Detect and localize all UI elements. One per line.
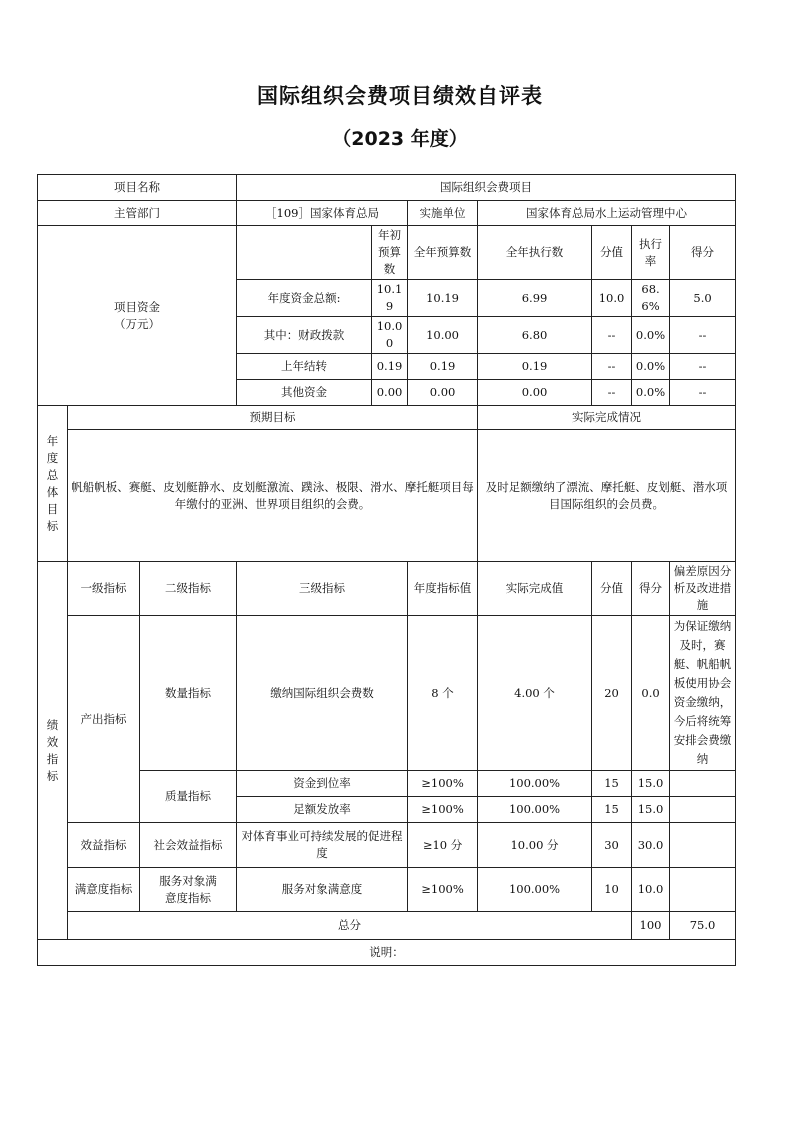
benefit-indicator-label: 效益指标 [68, 823, 140, 868]
total-row [38, 912, 736, 940]
total-score-value: 100 [632, 912, 670, 940]
benefit-score: 30.0 [632, 823, 670, 868]
satisfaction-indicator-label: 满意度指标 [68, 868, 140, 912]
funds-annual: 0.19 [408, 354, 478, 380]
funds-annual: 10.00 [408, 317, 478, 354]
funds-initial: 0.19 [372, 354, 408, 380]
level2-header: 二级指标 [140, 562, 237, 616]
actual-completion-header: 实际完成情况 [478, 406, 736, 430]
funds-score-value: -- [592, 317, 632, 354]
level1-header: 一级指标 [68, 562, 140, 616]
quantity-deviation: 为保证缴纳及时，赛艇、帆船帆板使用协会资金缴纳，今后将统筹安排会费缴纳 [670, 616, 736, 771]
funds-initial: 10.00 [372, 317, 408, 354]
funds-score-value: -- [592, 354, 632, 380]
satisfaction-score: 10.0 [632, 868, 670, 912]
benefit-level3: 对体育事业可持续发展的促进程度 [237, 823, 408, 868]
quality-target: ≥100% [408, 797, 478, 823]
perf-row-quantity [38, 616, 736, 771]
department-row [38, 201, 736, 226]
quantity-indicator-label: 数量指标 [140, 616, 237, 771]
quality-deviation [670, 797, 736, 823]
initial-budget-header: 年初预算数 [372, 226, 408, 280]
quality-actual: 100.00% [478, 797, 592, 823]
perf-score-value-header: 分值 [592, 562, 632, 616]
executed-header: 全年执行数 [478, 226, 592, 280]
expected-goal-header: 预期目标 [68, 406, 478, 430]
perf-header-row [38, 562, 736, 616]
perf-row-benefit [38, 823, 736, 868]
note-label: 说明： [38, 940, 736, 966]
total-score: 75.0 [670, 912, 736, 940]
quality-score-value: 15 [592, 771, 632, 797]
page-title: 国际组织会费项目绩效自评表 [257, 84, 543, 108]
quantity-level3: 缴纳国际组织会费数 [237, 616, 408, 771]
score-header: 得分 [670, 226, 736, 280]
benefit-actual: 10.00 分 [478, 823, 592, 868]
actual-value-header: 实际完成值 [478, 562, 592, 616]
implementing-unit-label: 实施单位 [408, 201, 478, 226]
quantity-score: 0.0 [632, 616, 670, 771]
perf-label: 绩 效 指 标 [38, 562, 68, 940]
exec-rate-header: 执行率 [632, 226, 670, 280]
benefit-score-value: 30 [592, 823, 632, 868]
implementing-unit-value: 国家体育总局水上运动管理中心 [478, 201, 736, 226]
satisfaction-deviation [670, 868, 736, 912]
funds-row-label: 年度资金总额: [237, 280, 372, 317]
benefit-target: ≥10 分 [408, 823, 478, 868]
quality-target: ≥100% [408, 771, 478, 797]
funds-annual: 10.19 [408, 280, 478, 317]
note-row [38, 940, 736, 966]
goals-label: 年 度 总 体 目 标 [38, 406, 68, 562]
quality-deviation [670, 771, 736, 797]
project-name-row [38, 175, 736, 201]
project-name-label: 项目名称 [38, 175, 237, 201]
total-label: 总分 [68, 912, 632, 940]
funds-row-label: 其中：财政拨款 [237, 317, 372, 354]
goals-header-row [38, 406, 736, 430]
quality-score: 15.0 [632, 797, 670, 823]
funds-annual: 0.00 [408, 380, 478, 406]
satisfaction-actual: 100.00% [478, 868, 592, 912]
project-name-value: 国际组织会费项目 [237, 175, 736, 201]
score-value-header: 分值 [592, 226, 632, 280]
evaluation-table [37, 174, 736, 966]
annual-budget-header: 全年预算数 [408, 226, 478, 280]
satisfaction-score-value: 10 [592, 868, 632, 912]
funds-score: -- [670, 317, 736, 354]
funds-rate: 68.6% [632, 280, 670, 317]
funds-header-row [38, 226, 736, 280]
funds-executed: 0.19 [478, 354, 592, 380]
funds-initial: 10.19 [372, 280, 408, 317]
perf-row-satisfaction [38, 868, 736, 912]
funds-rate: 0.0% [632, 317, 670, 354]
perf-row-quality [38, 771, 736, 797]
target-header: 年度指标值 [408, 562, 478, 616]
quantity-actual: 4.00 个 [478, 616, 592, 771]
funds-label [38, 226, 237, 406]
funds-rate: 0.0% [632, 380, 670, 406]
level3-header: 三级指标 [237, 562, 408, 616]
department-value: ［109］国家体育总局 [237, 201, 408, 226]
expected-goal-text: 帆船帆板、赛艇、皮划艇静水、皮划艇激流、蹼泳、极限、滑水、摩托艇项目每年缴付的亚洲、世界项目组织的会费。 [68, 430, 478, 562]
perf-score-header: 得分 [632, 562, 670, 616]
actual-completion-text: 及时足额缴纳了漂流、摩托艇、皮划艇、潜水项目国际组织的会员费。 [478, 430, 736, 562]
funds-executed: 0.00 [478, 380, 592, 406]
quality-score: 15.0 [632, 771, 670, 797]
funds-row-label: 上年结转 [237, 354, 372, 380]
quality-level3: 足额发放率 [237, 797, 408, 823]
service-satisfaction-label: 服务对象满意度指标 [140, 868, 237, 912]
quality-actual: 100.00% [478, 771, 592, 797]
quantity-score-value: 20 [592, 616, 632, 771]
funds-executed: 6.80 [478, 317, 592, 354]
funds-row-label: 其他资金 [237, 380, 372, 406]
quality-indicator-label: 质量指标 [140, 771, 237, 823]
funds-score: 5.0 [670, 280, 736, 317]
funds-label-line1: 项目资金 [114, 299, 161, 314]
output-indicator-label: 产出指标 [68, 616, 140, 823]
funds-label-line2: （万元） [114, 316, 161, 331]
quality-score-value: 15 [592, 797, 632, 823]
funds-initial: 0.00 [372, 380, 408, 406]
social-benefit-label: 社会效益指标 [140, 823, 237, 868]
satisfaction-target: ≥100% [408, 868, 478, 912]
satisfaction-level3: 服务对象满意度 [237, 868, 408, 912]
funds-score-value: -- [592, 380, 632, 406]
funds-score: -- [670, 380, 736, 406]
page-subtitle: （2023 年度） [332, 128, 468, 150]
funds-executed: 6.99 [478, 280, 592, 317]
goals-content-row [38, 430, 736, 562]
funds-rate: 0.0% [632, 354, 670, 380]
funds-score: -- [670, 354, 736, 380]
department-label: 主管部门 [38, 201, 237, 226]
quality-level3: 资金到位率 [237, 771, 408, 797]
benefit-deviation [670, 823, 736, 868]
deviation-header: 偏差原因分析及改进措施 [670, 562, 736, 616]
quantity-target: 8 个 [408, 616, 478, 771]
funds-score-value: 10.0 [592, 280, 632, 317]
